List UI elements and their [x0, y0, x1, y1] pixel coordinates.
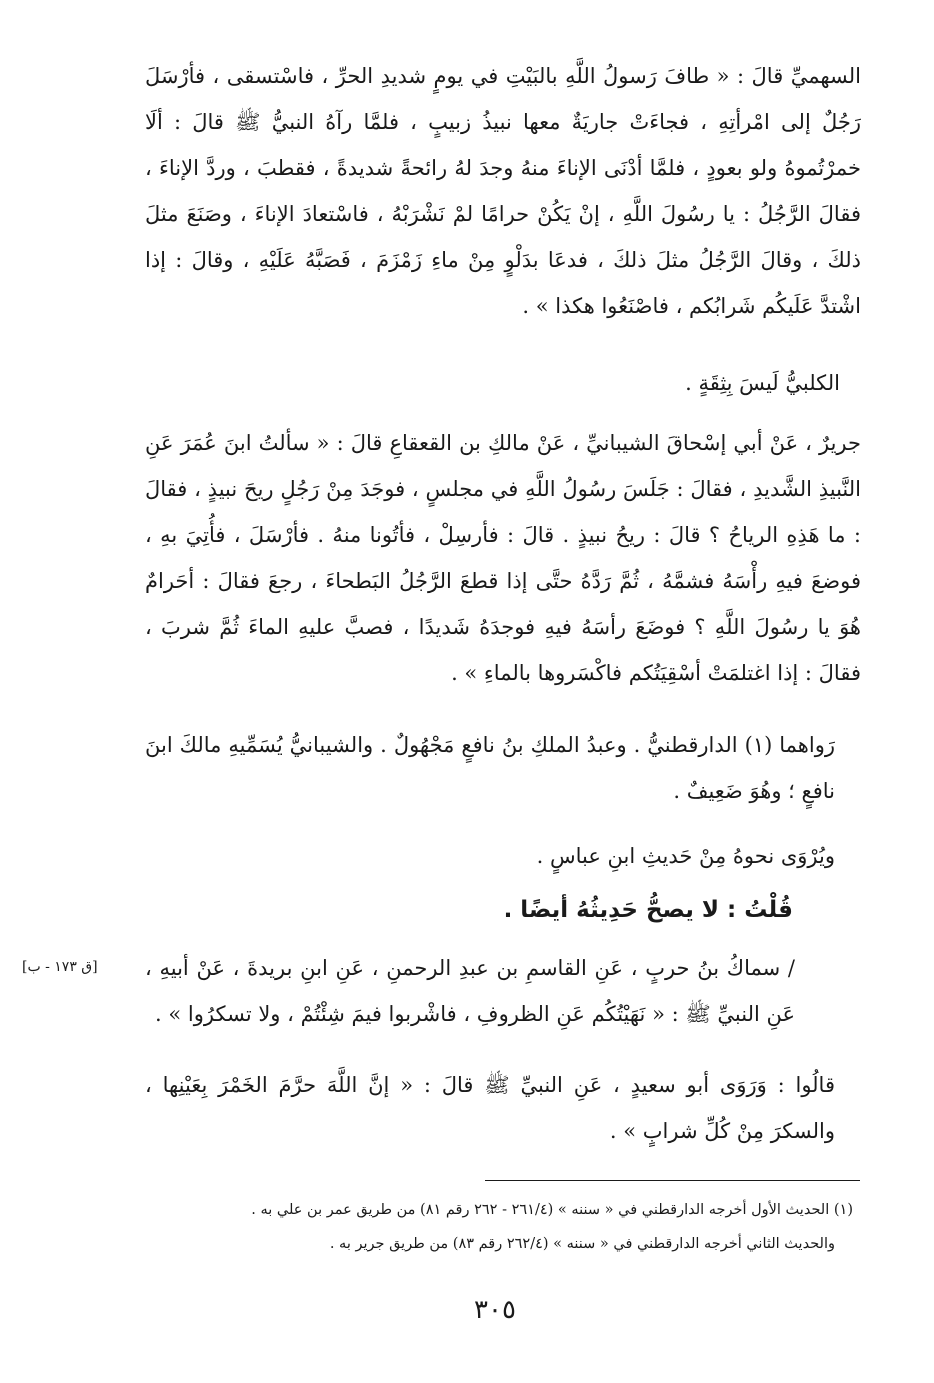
section-heading: قُلْتُ : لا يصحُّ حَدِيثُهُ أيضًا . — [503, 897, 793, 923]
paragraph-narrated-by: رَواهما (١) الدارقطنيُّ . وعبدُ الملكِ بنُ نافعٍ مَجْهُولٌ . والشيبانيُّ يُسَمِّيهِ مالكَ ابنَ نافعٍ ؛ وهُوَ ضَعِيفٌ . — [145, 733, 835, 803]
paragraph-kalbi-note: الكلبيُّ لَيسَ بِثِقَةٍ . — [685, 371, 840, 395]
paragraph-simak-hadith: / سماكُ بنُ حربٍ ، عَنِ القاسمِ بن عبدِ الرحمنِ ، عَنِ ابنِ بريدةَ ، عَنْ أبيهِ ، عَنِ النبيِّ ﷺ : « نَهَيْتُكُم عَنِ الظروفِ ، فاشْربوا فيمَ شِئْتُمْ ، ولا تسكرُوا » . — [145, 956, 795, 1026]
paragraph-sahmi-hadith: السهميِّ قالَ : « طافَ رَسولُ اللَّهِ بالبَيْتِ في يومٍ شديدِ الحرِّ ، فاسْتسقى ، فأرْسَلَ رَجُلٌ إلى امْرأتِهِ ، فجاءَتْ جاريَةٌ معها نبيذُ زبيبٍ ، فلمَّا رآهُ النبيُّ ﷺ قالَ : ألَا خمرْتُموهُ ولو بعودٍ ، فلمَّا أدْنَى الإناءَ منهُ وجدَ لهُ رائحةً شديدةً ، فقطبَ ، وردَّ الإناءَ ، فقالَ الرَّجُلُ : يا رسُولَ اللَّهِ ، إنْ يَكُنْ حرامًا لمْ نَشْرَبْهُ ، فاسْتعادَ الإناءَ ، وصَنَعَ مثلَ ذلكَ ، وقالَ الرَّجُلُ مثلَ ذلكَ ، فدعَا بدَلْوٍ مِنْ ماءِ زَمْزَمَ ، فَصَبَّهُ عَلَيْهِ ، وقالَ : إذا اشْتدَّ عَلَيكُم شَرابُكم ، فاصْنَعُوا هكذا » . — [145, 64, 861, 318]
page-number: ٣٠٥ — [474, 1295, 516, 1325]
paragraph-jarir-hadith: جريرٌ ، عَنْ أبي إسْحاقَ الشيبانيِّ ، عَنْ مالكِ بن القعقاعِ قالَ : « سألتُ ابنَ عُمَرَ عَنِ النَّبيذِ الشَّديدِ ، فقالَ : جَلَسَ رسُولُ اللَّهِ في مجلسٍ ، فوجَدَ مِنْ رَجُلٍ ريحَ نبيذٍ ، فقالَ : ما هَذِهِ الرياحُ ؟ قالَ : ريحُ نبيذٍ . قالَ : فأرسِلْ ، فأتُونا منهُ . فأرْسَلَ ، فأُتِيَ بهِ ، فوضعَ فيهِ رأْسَهُ فشمَّهُ ، ثُمَّ رَدَّهُ حتَّى إذا قطعَ الرَّجُلُ البَطحاءَ ، رجعَ فقالَ : أحَرامٌ هُوَ يا رسُولَ اللَّهِ ؟ فوضَعَ رأسَهُ فيهِ فوجدَهُ شَديدًا ، فصبَّ عليهِ الماءَ ثُمَّ شربَ ، فقالَ : إذا اغتلمَتْ أسْقِيَتُكم فاكْسَروها بالماءِ » . — [145, 431, 861, 685]
footnote-1: (١) الحديث الأول أخرجه الدارقطني في « سننه » (٢٦١/٤ - ٢٦٢ رقم ٨١) من طريق عمر بن علي به . — [251, 1202, 853, 1218]
folio-marker: [ق ١٧٣ - ب] — [22, 959, 98, 975]
footnote-separator — [485, 1180, 860, 1181]
footnote-2: والحديث الثاني أخرجه الدارقطني في « سننه » (٢٦٢/٤ رقم ٨٣) من طريق جرير به . — [329, 1236, 835, 1252]
paragraph-ibn-abbas: ويُرْوَى نحوهُ مِنْ حَديثِ ابنِ عباسٍ . — [536, 844, 835, 868]
paragraph-abu-said-hadith: قالُوا : وَرَوَى أبو سعيدٍ ، عَنِ النبيِّ ﷺ قالَ : « إنَّ اللَّهَ حرَّمَ الخَمْرَ بِعَيْنِها ، والسكرَ مِنْ كُلِّ شرابٍ » . — [145, 1073, 835, 1143]
